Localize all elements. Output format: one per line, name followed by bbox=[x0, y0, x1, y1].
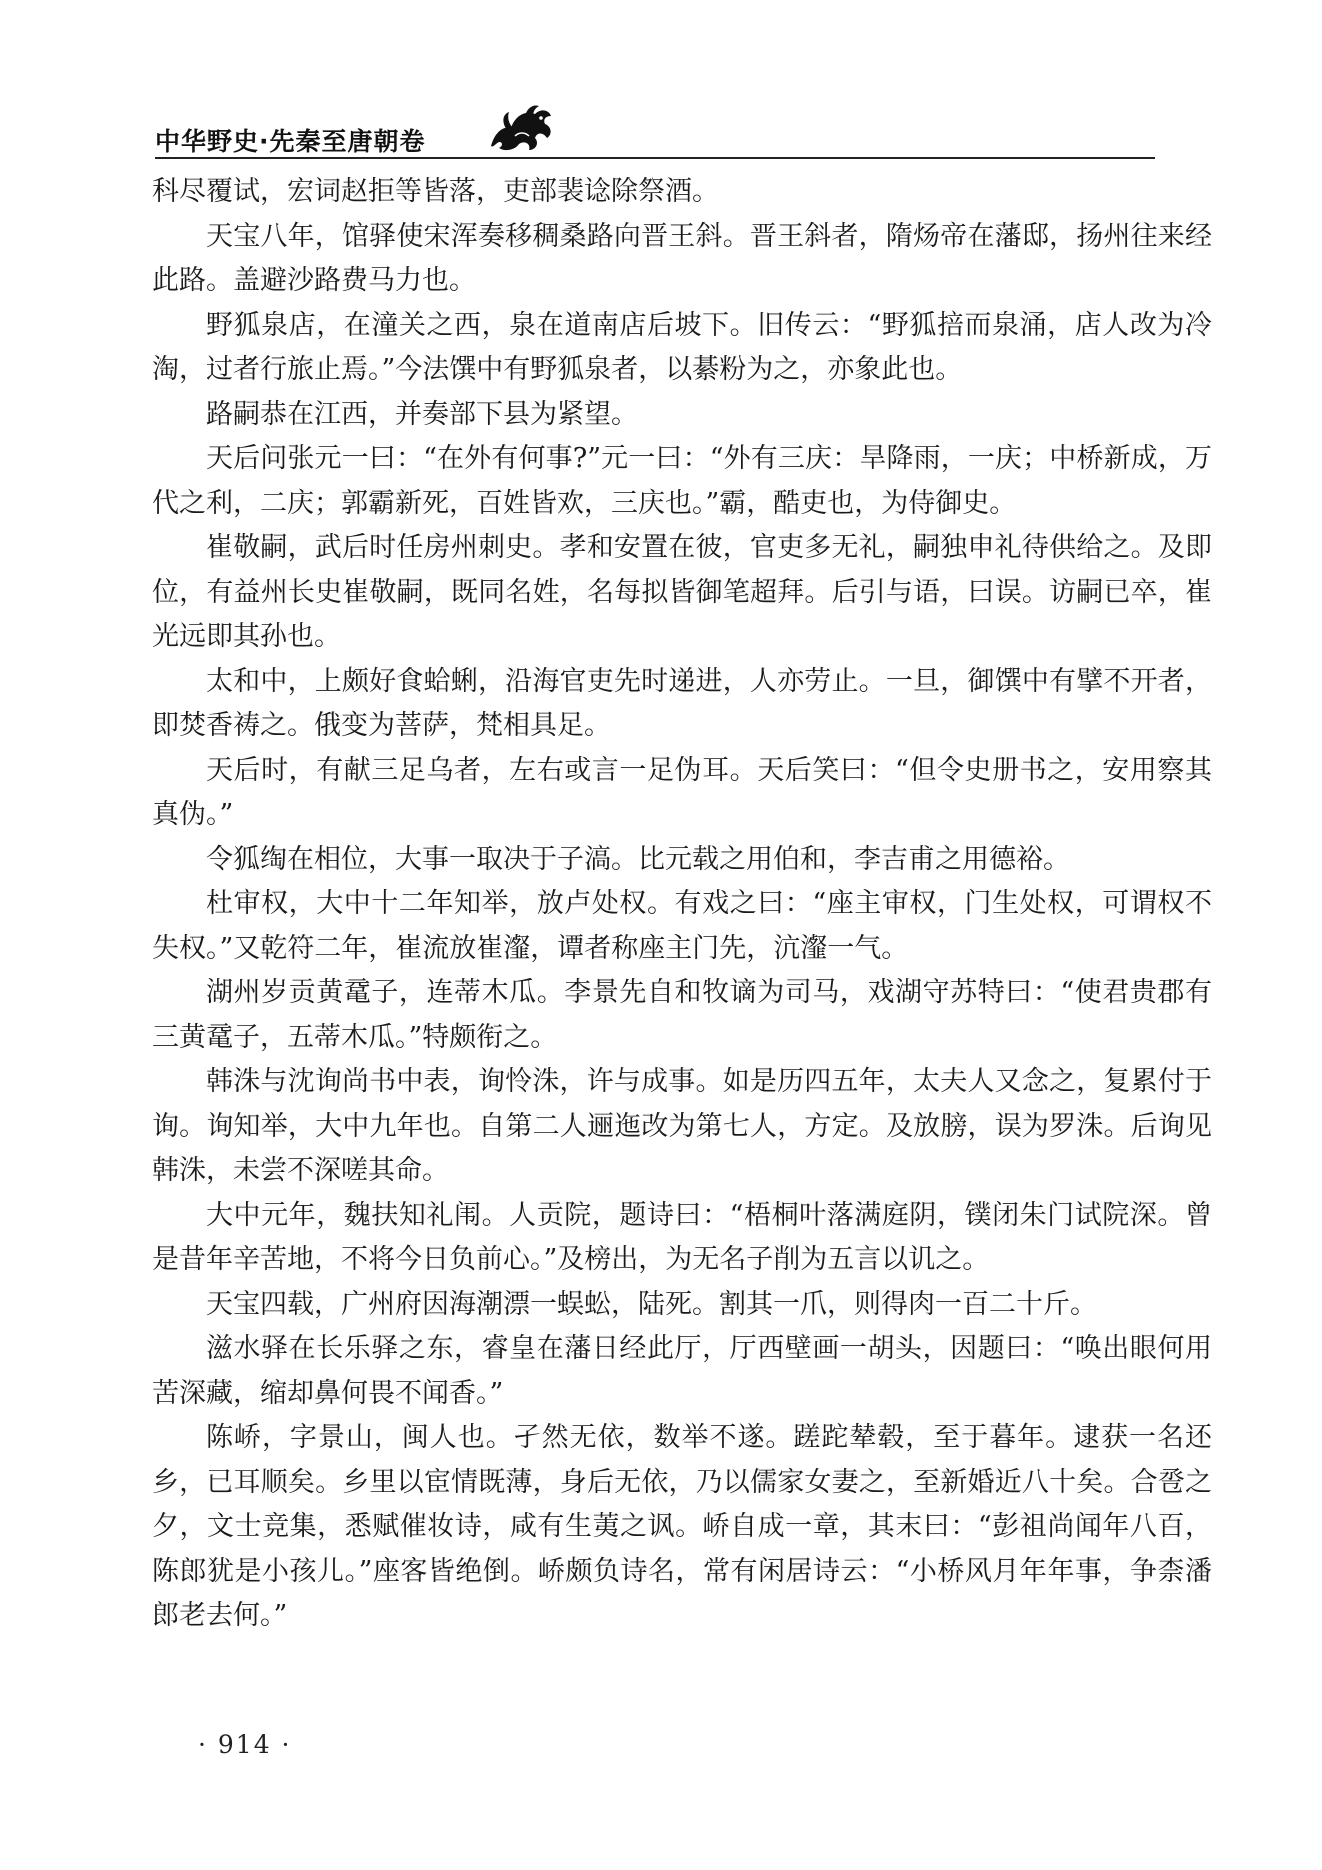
running-header bbox=[155, 112, 1135, 160]
paragraph: 野狐泉店，在潼关之西，泉在道南店后坡下。旧传云：“野狐掊而泉涌，店人改为冷淘，过者行旅止焉。”今法馔中有野狐泉者，以綦粉为之，亦象此也。 bbox=[152, 309, 1212, 385]
paragraph: 天宝四载，广州府因海潮漂一蜈蚣，陆死。割其一爪，则得肉一百二十斤。 bbox=[206, 1288, 1097, 1320]
paragraph: 路嗣恭在江西，并奏部下县为紧望。 bbox=[206, 398, 638, 430]
paragraph: 太和中，上颇好食蛤蜊，沿海官吏先时递进，人亦劳止。一旦，御馔中有擘不开者，即焚香祷之。俄变为菩萨，梵相具足。 bbox=[152, 665, 1212, 741]
header-rule bbox=[155, 157, 1155, 159]
paragraph: 令狐绹在相位，大事一取决于子滈。比元载之用伯和，李吉甫之用德裕。 bbox=[206, 843, 1070, 875]
body-text bbox=[152, 170, 1212, 1639]
paragraph: 天后时，有献三足乌者，左右或言一足伪耳。天后笑曰：“但令史册书之，安用察其真伪。” bbox=[152, 754, 1212, 830]
dragon-emblem-icon bbox=[485, 102, 557, 158]
paragraph: 陈峤，字景山，闽人也。孑然无依，数举不遂。蹉跎辇毂，至于暮年。逮获一名还乡，已耳顺矣。乡里以宦情既薄，身后无依，乃以儒家女妻之，至新婚近八十矣。合卺之夕，文士竞集，悉赋催妆诗，咸有生荑之讽。峤自成一章，其末曰：“彭祖尚闻年八百，陈郎犹是小孩儿。”座客皆绝倒。峤颇负诗名，常有闲居诗云：“小桥风月年年事，争柰潘郎老去何。” bbox=[152, 1422, 1212, 1631]
page-number: · 914 · bbox=[198, 1730, 292, 1759]
paragraph: 韩洙与沈询尚书中表，询怜洙，许与成事。如是历四五年，太夫人又念之，复累付于询。询知举，大中九年也。自第二人逦迤改为第七人，方定。及放膀，误为罗洙。后询见韩洙，未尝不深嗟其命。 bbox=[152, 1066, 1212, 1186]
running-header-title: 中华野史·先秦至唐朝卷 bbox=[155, 127, 426, 156]
paragraph: 崔敬嗣，武后时任房州刺史。孝和安置在彼，官吏多无礼，嗣独申礼待供给之。及即位，有益州长史崔敬嗣，既同名姓，名每拟皆御笔超拜。后引与语，曰误。访嗣已卒，崔光远即其孙也。 bbox=[152, 532, 1212, 652]
paragraph: 杜审权，大中十二年知举，放卢处权。有戏之曰：“座主审权，门生处权，可谓权不失权。”又乾符二年，崔流放崔瀣，谭者称座主门先，沆瀣一气。 bbox=[152, 888, 1212, 964]
paragraph: 天宝八年，馆驿使宋浑奏移稠桑路向晋王斜。晋王斜者，隋炀帝在藩邸，扬州往来经此路。盖避沙路费马力也。 bbox=[152, 220, 1212, 296]
paragraph: 滋水驿在长乐驿之东，睿皇在藩日经此厅，厅西壁画一胡头，因题曰：“唤出眼何用苦深藏，缩却鼻何畏不闻香。” bbox=[152, 1333, 1212, 1409]
paragraph: 大中元年，魏扶知礼闱。人贡院，题诗曰：“梧桐叶落满庭阴，镤闭朱门试院深。曾是昔年辛苦地，不将今日负前心。”及榜出，为无名子削为五言以讥之。 bbox=[152, 1199, 1212, 1275]
paragraph: 天后问张元一曰：“在外有何事?”元一曰：“外有三庆：旱降雨，一庆；中桥新成，万代之利，二庆；郭霸新死，百姓皆欢，三庆也。”霸，酷吏也，为侍御史。 bbox=[152, 443, 1212, 519]
paragraph: 科尽覆试，宏词赵拒等皆落，吏部裴谂除祭酒。 bbox=[152, 176, 719, 207]
paragraph: 湖州岁贡黄鼋子，连蒂木瓜。李景先自和牧谪为司马，戏湖守苏特曰：“使君贵郡有三黄鼋子，五蒂木瓜。”特颇衔之。 bbox=[152, 977, 1212, 1053]
